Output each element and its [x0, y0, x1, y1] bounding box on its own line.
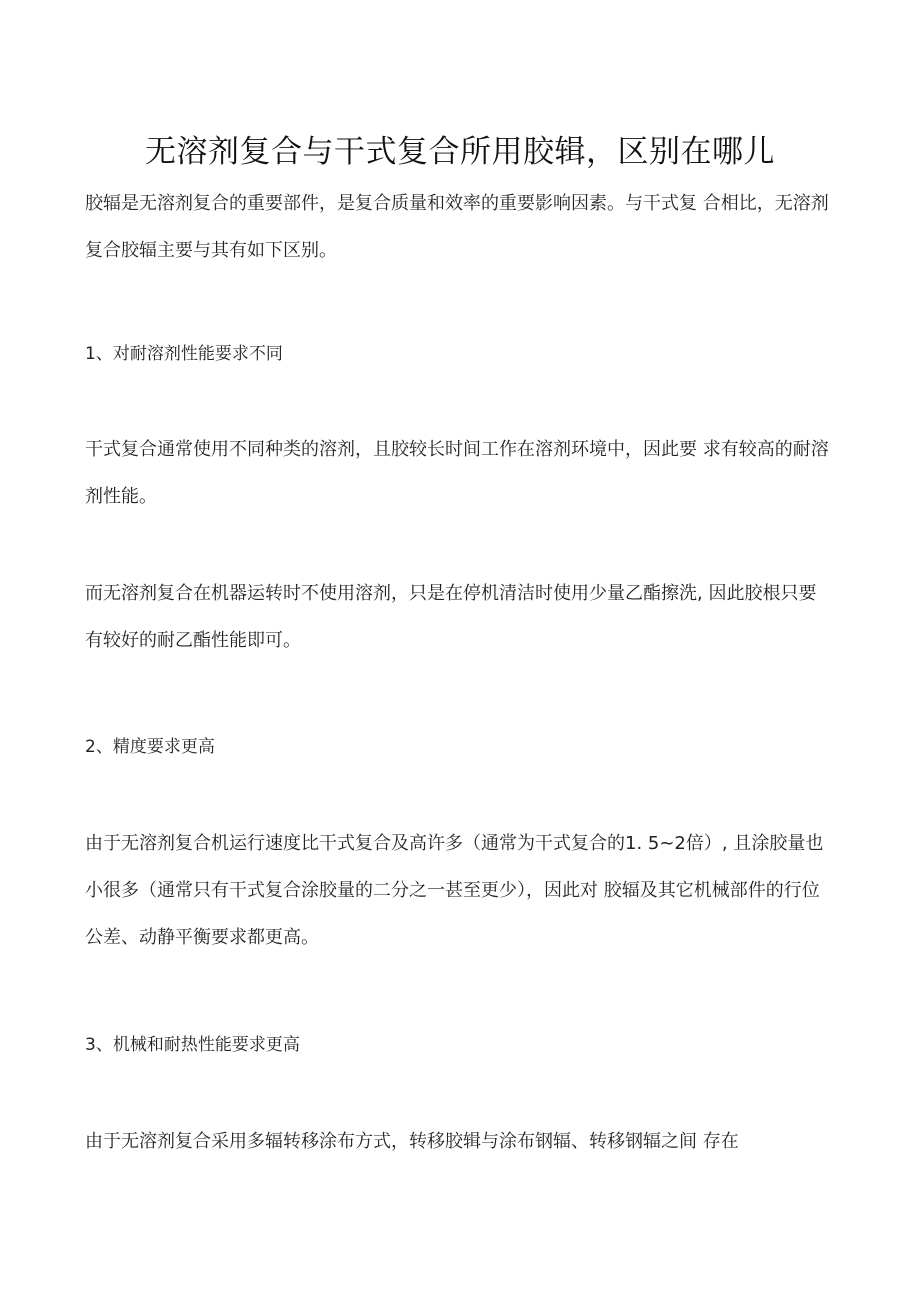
section-heading-1: 1、对耐溶剂性能要求不同	[85, 344, 283, 364]
section-heading-2: 2、精度要求更高	[85, 737, 215, 757]
page-title: 无溶剂复合与干式复合所用胶辑，区别在哪儿	[145, 134, 775, 170]
intro-paragraph: 胶辐是无溶剂复合的重要部件，是复合质量和效率的重要影响因素。与干式复 合相比，无溶剂复合胶辐主要与其有如下区别。	[85, 193, 829, 261]
section-2-paragraph-1: 由于无溶剂复合机运行速度比干式复合及高许多（通常为干式复合的1. 5~2倍）, 且涂胶量也小很多（通常只有干式复合涂胶量的二分之一甚至更少），因此对 胶辐及其它机械部件的行位公差、动静平衡要求都更高。	[85, 833, 824, 948]
section-3-paragraph-1: 由于无溶剂复合采用多辐转移涂布方式，转移胶辑与涂布钢辐、转移钢辐之间 存在	[85, 1131, 739, 1152]
section-1-paragraph-1: 干式复合通常使用不同种类的溶剂，且胶较长时间工作在溶剂环境中，因此要 求有较高的耐溶剂性能。	[85, 439, 829, 507]
section-1-paragraph-2: 而无溶剂复合在机器运转时不使用溶剂，只是在停机清洁时使用少量乙酯擦洗, 因此胶根只要有较好的耐乙酯性能即可。	[85, 583, 817, 651]
section-heading-3: 3、机械和耐热性能要求更高	[85, 1035, 300, 1055]
